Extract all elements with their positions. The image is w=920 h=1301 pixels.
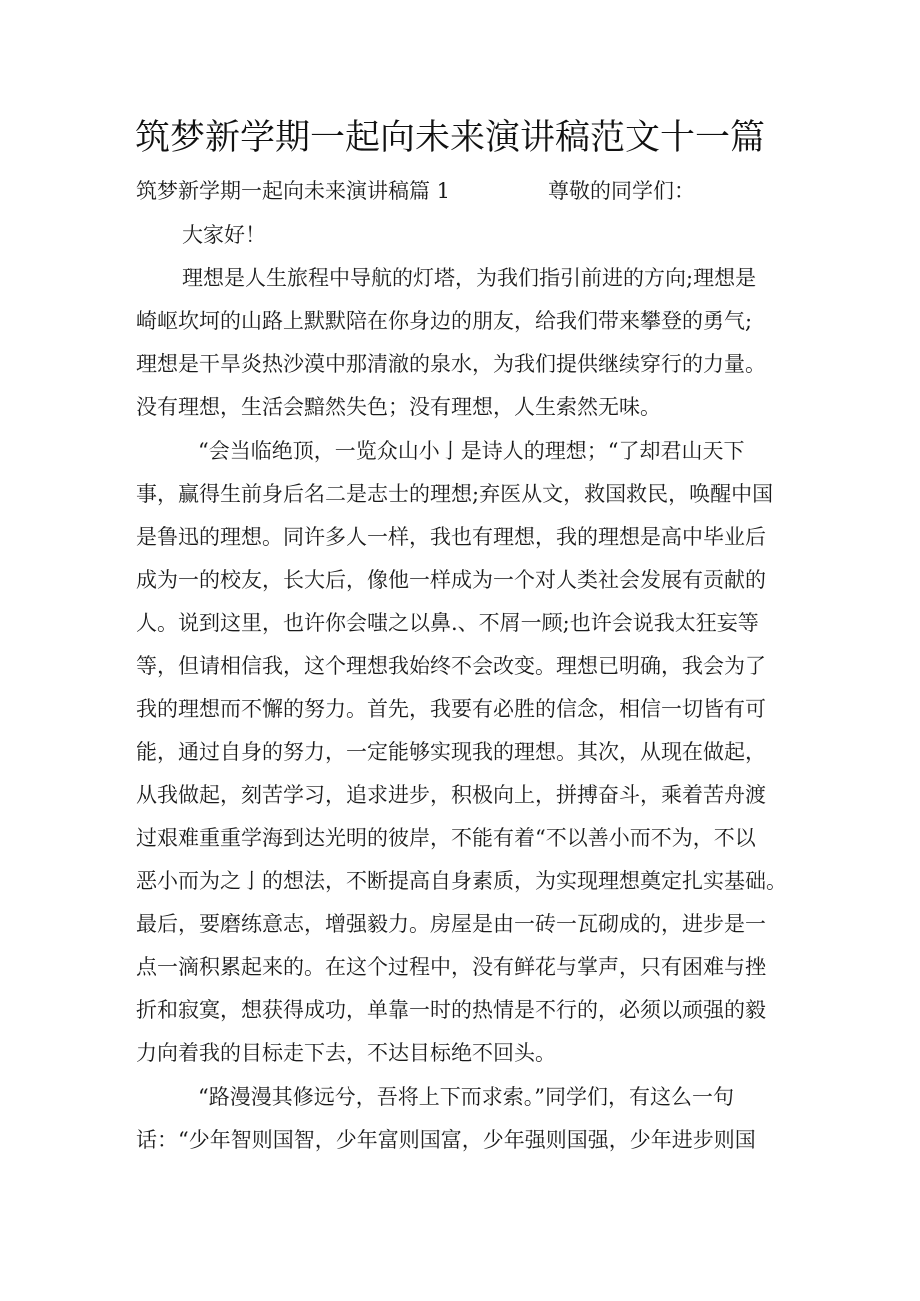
paragraph-line: 人。说到这里，也许你会嗤之以鼻.、不屑一顾;也许会说我太狂妄等 (136, 611, 759, 635)
paragraph-line: 话：“少年智则国智，少年富则国富，少年强则国强，少年进步则国 (136, 1128, 756, 1152)
paragraph-line: 等，但请相信我，这个理想我始终不会改变。理想已明确，我会为了 (136, 654, 766, 678)
paragraph-line: 能，通过自身的努力，一定能够实现我的理想。其次，从现在做起， (136, 740, 766, 764)
document-title: 筑梦新学期一起向未来演讲稿范文十一篇 (134, 118, 765, 158)
paragraph-line: 事，赢得生前身后名二是志士的理想;弃医从文，救国救民，唤醒中国 (136, 482, 774, 506)
paragraph-line: 崎岖坎坷的山路上默默陪在你身边的朋友，给我们带来攀登的勇气; (136, 309, 753, 333)
paragraph-line: “会当临绝顶，一览众山小亅是诗人的理想；“了却君山天下 (198, 439, 745, 463)
paragraph-line: 没有理想，生活会黯然失色；没有理想，人生索然无味。 (136, 395, 661, 419)
salutation: 尊敬的同学们： (548, 179, 695, 203)
paragraph-line: 力向着我的目标走下去，不达目标绝不回头。 (136, 1041, 556, 1065)
paragraph-line: 理想是干旱炎热沙漠中那清澈的泉水，为我们提供继续穿行的力量。 (136, 352, 766, 376)
paragraph-line: 最后，要磨练意志，增强毅力。房屋是由一砖一瓦砌成的，进步是一 (136, 912, 766, 936)
paragraph-line: 折和寂寞，想获得成功，单靠一时的热情是不行的，必须以顽强的毅 (136, 998, 766, 1022)
paragraph-line: 点一滴积累起来的。在这个过程中，没有鲜花与掌声，只有困难与挫 (136, 955, 766, 979)
paragraph-line: 恶小而为之亅的想法，不断提高自身素质，为实现理想奠定扎实基础。 (136, 869, 787, 893)
greeting: 大家好！ (182, 223, 266, 247)
paragraph-line: 从我做起，刻苦学习，追求进步，积极向上，拼搏奋斗，乘着苦舟渡 (136, 783, 766, 807)
paragraph-line: 是鲁迅的理想。同许多人一样，我也有理想，我的理想是高中毕业后 (136, 525, 766, 549)
paragraph-line: “路漫漫其修远兮，吾将上下而求索。”同学们，有这么一句 (198, 1085, 734, 1109)
paragraph-line: 成为一的校友，长大后，像他一样成为一个对人类社会发展有贡献的 (136, 568, 766, 592)
paragraph-line: 过艰难重重学海到达光明的彼岸，不能有着“不以善小而不为，不以 (136, 826, 756, 850)
speech-subheading: 筑梦新学期一起向未来演讲稿篇 1 (136, 179, 451, 203)
paragraph-line: 理想是人生旅程中导航的灯塔，为我们指引前进的方向;理想是 (182, 266, 757, 290)
paragraph-line: 我的理想而不懈的努力。首先，我要有必胜的信念，相信一切皆有可 (136, 697, 766, 721)
